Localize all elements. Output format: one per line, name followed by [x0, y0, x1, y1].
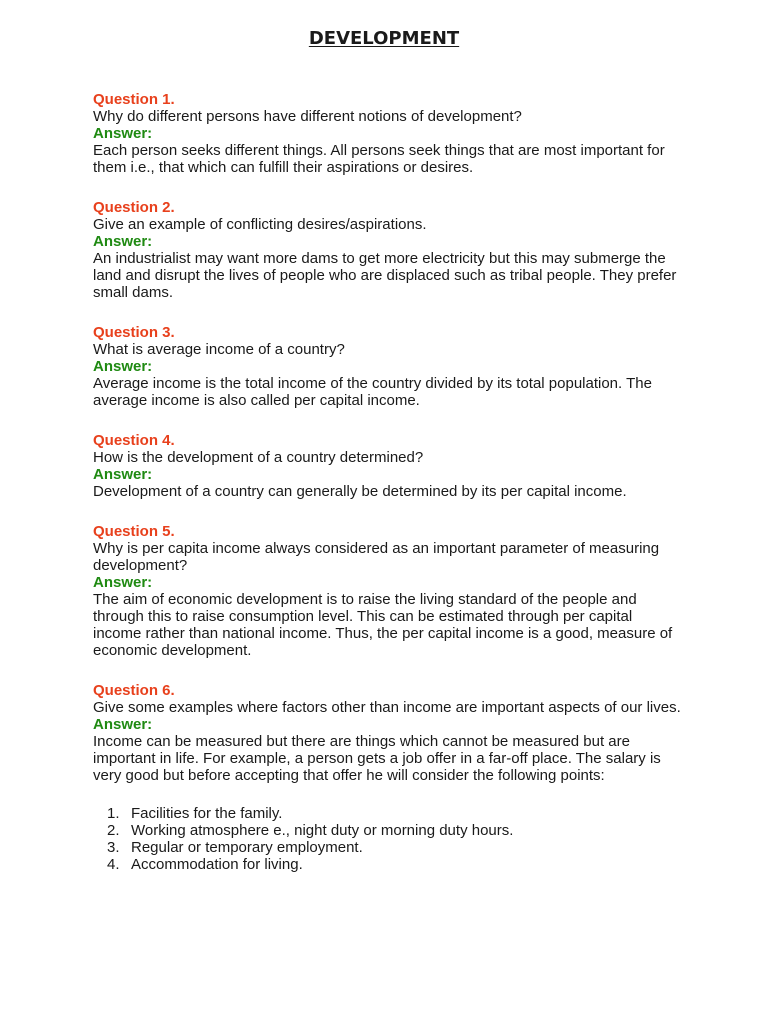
answer-text: Average income is the total income of the country divided by its total population. The average income is also called per capital income. [93, 375, 652, 409]
list-item-text: Working atmosphere e., night duty or morning duty hours. [131, 822, 514, 839]
list-item [93, 856, 683, 873]
question-text: What is average income of a country? [93, 341, 345, 358]
answer-text: Development of a country can generally be determined by its per capital income. [93, 483, 627, 500]
answer-text: Income can be measured but there are things which cannot be measured but are important in life. For example, a person gets a job offer in a far-off place. The salary is very good but before accepting that offer he will consider the following points: [93, 733, 661, 784]
list-item [93, 805, 683, 822]
question-text: Why is per capita income always considered as an important parameter of measuring development? [93, 540, 660, 574]
answer-label: Answer: [93, 466, 153, 483]
question-text: How is the development of a country determined? [93, 449, 424, 466]
list-number: 1. [107, 805, 120, 822]
answer-label: Answer: [93, 358, 153, 375]
list-item [93, 822, 683, 839]
qa-item-3 [93, 324, 683, 409]
question-label: Question 1. [93, 91, 175, 108]
answer-text: An industrialist may want more dams to get more electricity but this may submerge the land and disrupt the lives of people who are displaced such as tribal people. They prefer small dams. [93, 250, 677, 301]
page-title: DEVELOPMENT [308, 28, 460, 49]
qa-item-1 [93, 91, 683, 176]
list-item-text: Accommodation for living. [131, 856, 303, 873]
qa-item-5 [93, 523, 683, 659]
list-item-text: Facilities for the family. [131, 805, 283, 822]
question-text: Give some examples where factors other than income are important aspects of our lives. [93, 699, 681, 716]
question-text: Give an example of conflicting desires/aspirations. [93, 216, 427, 233]
question-label: Question 3. [93, 324, 175, 341]
question-text: Why do different persons have different notions of development? [93, 108, 522, 125]
considerations-list [93, 805, 683, 873]
qa-item-2 [93, 199, 683, 301]
qa-item-6 [93, 682, 683, 873]
question-label: Question 5. [93, 523, 175, 540]
answer-label: Answer: [93, 125, 153, 142]
list-number: 3. [107, 839, 120, 856]
answer-label: Answer: [93, 716, 153, 733]
answer-label: Answer: [93, 574, 153, 591]
list-item [93, 839, 683, 856]
question-label: Question 4. [93, 432, 175, 449]
question-label: Question 6. [93, 682, 175, 699]
qa-content [93, 91, 683, 896]
answer-text: The aim of economic development is to raise the living standard of the people and through this to raise consumption level. This can be estimated through per capital income rather than national income. Thus, the per capital income is a good, measure of economic development. [93, 591, 673, 659]
list-number: 4. [107, 856, 120, 873]
list-item-text: Regular or temporary employment. [131, 839, 363, 856]
question-label: Question 2. [93, 199, 175, 216]
list-number: 2. [107, 822, 120, 839]
qa-item-4 [93, 432, 683, 500]
answer-label: Answer: [93, 233, 153, 250]
answer-text: Each person seeks different things. All persons seek things that are most important for them i.e., that which can fulfill their aspirations or desires. [93, 142, 665, 176]
